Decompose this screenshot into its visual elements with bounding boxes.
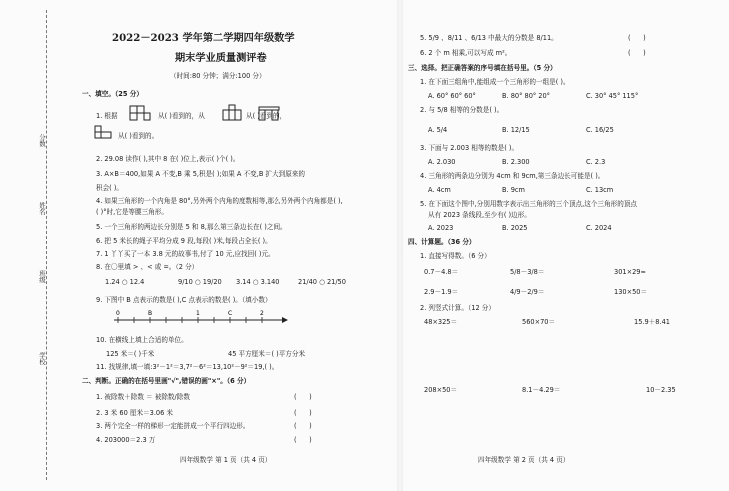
q7: 7. 1 丫丫买了一本 3.8 元的故事书,付了 10 元,应找回( )元。 [96,250,275,258]
choice-3-b: B. 2.300 [502,158,530,166]
q3-b: 积会( )。 [96,184,124,192]
calc-2-item: 15.9＋8.41 [634,318,670,326]
view-top-icon [94,124,114,140]
choice-2-a: A. 5/4 [428,126,448,134]
calc-1-item: 2.9－1.9＝ [424,288,459,296]
q8-c: 3.14 ○ 3.140 [236,278,280,286]
choice-5-opt-c: C. 2024 [586,224,612,232]
calc-2-item: 48×325＝ [424,318,458,326]
section-2-title: 二、判断。正确的在括号里画"√",错误的画"×"。（6 分） [82,377,251,385]
judge-4: 4. 203000＝2.3 万 [96,436,156,444]
judge-3-paren: ( ) [294,422,312,430]
choice-1-b: B. 80° 80° 20° [502,92,550,100]
q5: 5. 一个三角形的两边长分别是 5 和 8,那么第三条边长在( )之间。 [96,223,287,231]
q8-d: 21/40 ○ 21/50 [298,278,346,286]
judge-6: 6. 2 个 m 相乘,可以写成 m²。 [420,49,512,57]
svg-text:0: 0 [116,310,120,317]
calc-1-item: 4/9－2/9＝ [510,288,545,296]
exam-title: 2022－2023 学年第二学期四年级数学 [112,32,295,44]
q10-a: 125 米＝( )千米 [106,350,155,358]
choice-5-b: 从有 2023 条线段,至少有( )边形。 [428,211,531,219]
cube-figure-icon [128,104,152,124]
choice-2-b: B. 12/15 [502,126,530,134]
number-line [110,308,290,330]
binding-class: 班级 [38,270,46,283]
q4-b: ( )°时,它是等腰三角形。 [96,208,168,216]
calc-3-item: 8.1－4.29＝ [522,386,561,394]
choice-3: 3. 下面与 2.003 相等的数是( )。 [420,144,519,152]
calc-3-item: 10－2.35 [646,386,676,394]
judge-2: 2. 3 米 60 厘米＝3.06 米 [96,409,174,417]
judge-2-paren: ( ) [294,409,312,417]
q8: 8. 在〇里填 > 、< 或 =。（2 分） [96,263,199,271]
q2: 2. 29.08 读作( ),其中 8 在( )位上,表示( )个( )。 [96,155,240,163]
section-4-title: 四、计算题。（36 分） [408,238,476,246]
choice-4-a: A. 4cm [428,186,451,194]
choice-2: 2. 与 5/8 相等的分数是( )。 [420,106,504,114]
calc-1-item: 301×29≈ [614,268,647,276]
judge-5-paren: ( ) [628,34,646,42]
q4-a: 4. 如果三角形的一个内角是 80°,另外两个内角的度数相等,那么另外两个内角都是( ), [96,197,343,205]
exam-subtitle: 期末学业质量测评卷 [175,52,267,64]
calc-2-item: 560×70＝ [522,318,556,326]
choice-4-b: B. 9cm [502,186,525,194]
choice-5-a: 5. 在下面这个图中,分别用数字表示出三角形的三个顶点,这个三角形的顶点 [420,200,637,208]
section-1-title: 一、填空。（25 分） [82,90,143,98]
calc-1-item: 5/8－3/8＝ [510,268,545,276]
q1-a: 1. 根据 [96,112,118,120]
svg-text:B: B [148,310,153,317]
choice-3-c: C. 2.3 [586,158,606,166]
view-front-icon [222,104,244,122]
choice-2-c: C. 16/25 [586,126,614,134]
q10: 10. 在横线上填上合适的单位。 [96,336,188,344]
q6: 6. 把 5 米长的绳子平均分成 9 段,每段( )米,每段占全长( )。 [96,237,272,245]
section-3-title: 三、选择。把正确答案的序号填在括号里。（5 分） [408,64,557,72]
choice-4-c: C. 13cm [586,186,614,194]
svg-text:C: C [228,310,233,317]
binding-school: 学校 [38,352,46,365]
calc-2-title: 2. 列竖式计算。（12 分） [420,304,495,312]
binding-score: 分数 [38,134,46,147]
calc-1-item: 0.7－4.8＝ [424,268,459,276]
calc-3-item: 208×50＝ [424,386,458,394]
choice-1-c: C. 30° 45° 115° [586,92,639,100]
q1-d: 从( )看到的。 [118,132,159,140]
judge-1-paren: ( ) [294,393,312,401]
q9: 9. 下图中 B 点表示的数是( ),C 点表示的数是( )。（填小数） [96,296,272,304]
svg-text:2: 2 [260,310,264,317]
page-2 [400,0,729,491]
choice-5-opt-b: B. 2025 [502,224,528,232]
view-side-icon [258,104,280,122]
exam-meta: （时间:80 分钟；满分:100 分） [170,72,266,80]
calc-1-title: 1. 直接写得数。（6 分） [420,252,491,260]
choice-1-a: A. 60° 60° 60° [428,92,476,100]
choice-5-opt-a: A. 2023 [428,224,454,232]
binding-name: 姓名 [38,202,46,215]
judge-4-paren: ( ) [294,436,312,444]
q3-a: 3. A×B＝400,如果 A 不变,B 乘 5,积是( );如果 A 不变,B 扩大到原来的 [96,170,305,178]
calc-1-item: 130×50＝ [614,288,648,296]
choice-1: 1. 在下面三组角中,能组成一个三角形的一组是( )。 [420,78,570,86]
binding-line [46,10,47,480]
q11: 11. 找规律,填一填:3²－1²＝3,7²－6²＝13,10²－9²＝19,( )。 [96,363,279,371]
q1-c: 从( )看到的， [246,112,287,120]
choice-4: 4. 三角形的两条边分别为 4cm 和 9cm,第三条边长可能是( )。 [420,172,605,180]
choice-3-a: A. 2.030 [428,158,456,166]
q1-b: 从( )看到的，从 [158,112,205,120]
judge-6-paren: ( ) [628,49,646,57]
judge-5: 5. 5/9 、8/11 、6/13 中最大的分数是 8/11。 [420,34,558,42]
q8-b: 9/10 ○ 19/20 [178,278,222,286]
judge-1: 1. 被除数＋除数 ＝ 被除数/除数 [96,393,190,401]
page-2-footer: 四年级数学 第 2 页（共 4 页） [478,456,570,464]
q8-a: 1.24 ○ 12.4 [105,278,145,286]
page-1-footer: 四年级数学 第 1 页（共 4 页） [180,456,272,464]
judge-3: 3. 两个完全一样的梯形一定能拼成一个平行四边形。 [96,422,250,430]
q10-b: 45 平方厘米＝( )平方分米 [228,350,306,358]
svg-text:1: 1 [196,310,200,317]
